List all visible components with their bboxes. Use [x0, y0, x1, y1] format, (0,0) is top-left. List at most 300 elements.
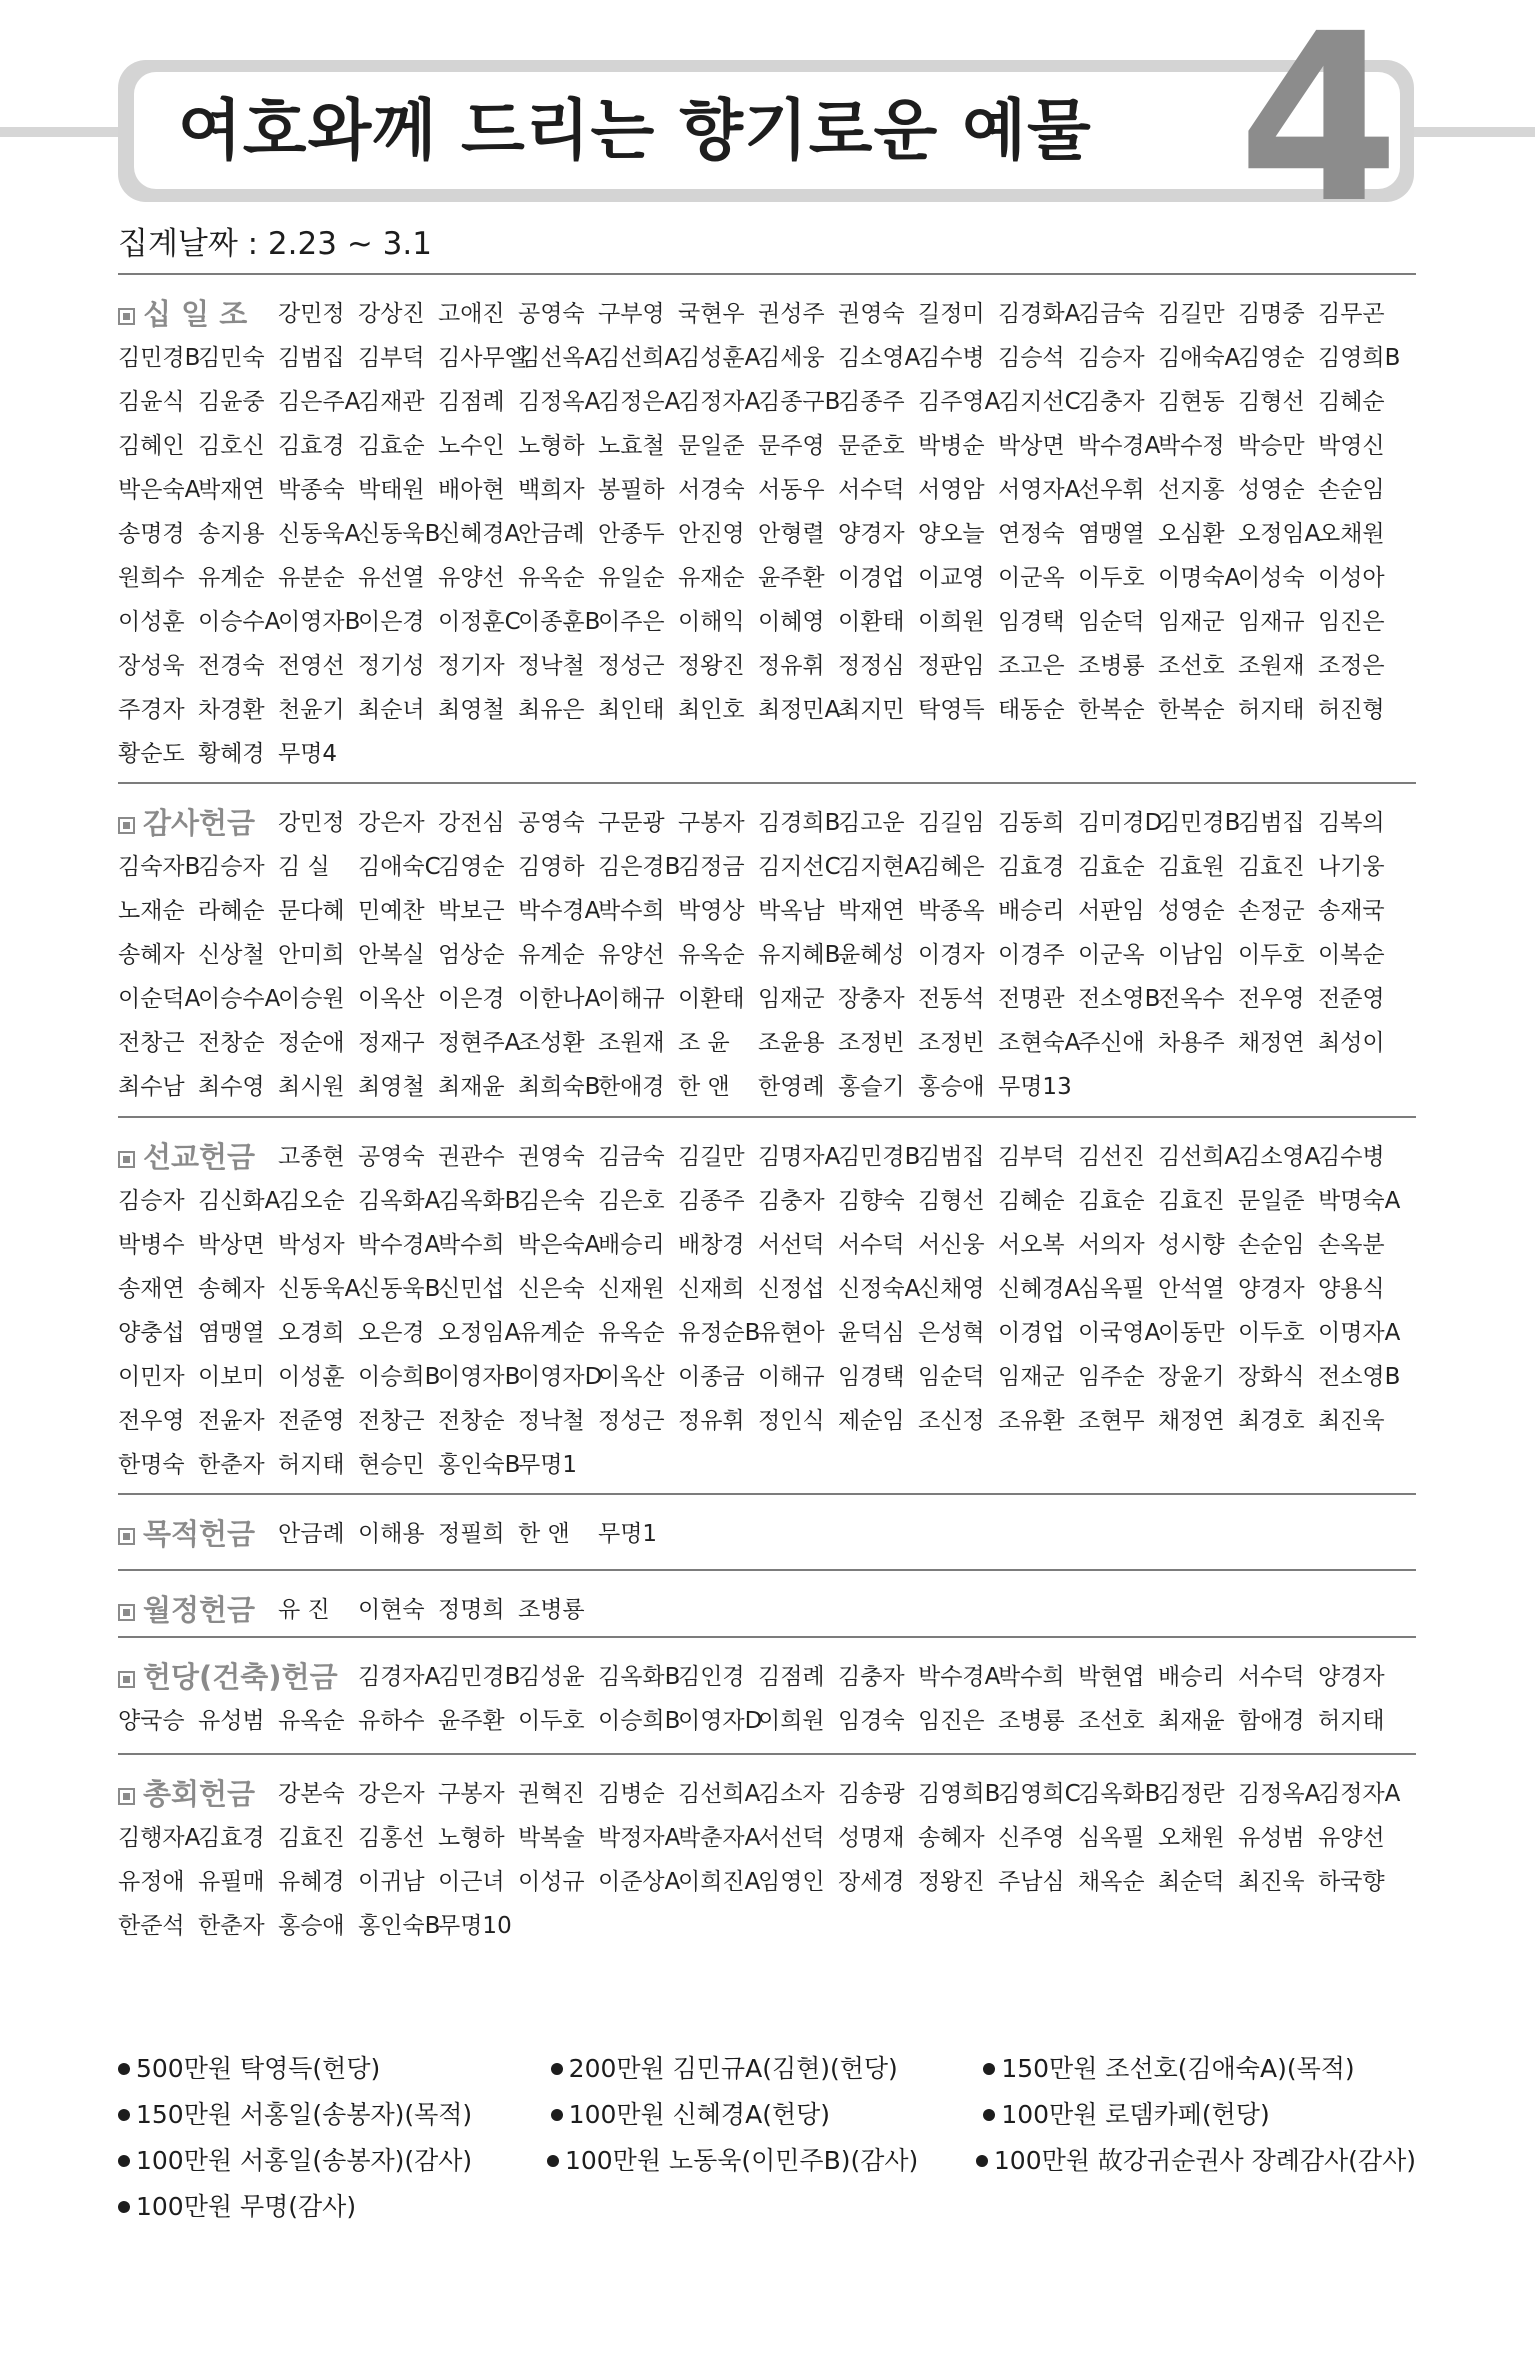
donor-name: 현승민: [358, 1452, 425, 1478]
donor-name: 김승석: [998, 345, 1065, 371]
donor-name: 김종주: [678, 1188, 745, 1214]
donor-name: 구부영: [598, 301, 665, 327]
donor-name: 최성이: [1318, 1030, 1385, 1056]
donor-name: 신정섭: [758, 1276, 825, 1302]
donor-name: 박승만: [1238, 433, 1305, 459]
donor-name: 이경자: [918, 942, 985, 968]
donor-name: 조신정: [918, 1408, 985, 1434]
donor-name: 박수경A: [1078, 433, 1161, 459]
donor-name: 최유은: [518, 697, 585, 723]
donor-name: 태동순: [998, 697, 1065, 723]
donor-name: 김소자: [758, 1781, 825, 1807]
donor-name: 강민정: [278, 301, 345, 327]
donor-name: 양경자: [1238, 1276, 1305, 1302]
donor-name: 김미경D: [1078, 810, 1163, 836]
donation-item: [118, 2046, 551, 2092]
donor-name: 문주영: [758, 433, 825, 459]
page-number: 4: [1238, 0, 1392, 254]
donor-name: 임진은: [918, 1708, 985, 1734]
section-label: [118, 1772, 278, 1816]
bullet-dot-icon: [118, 2155, 130, 2167]
donor-name: 최수영: [198, 1074, 265, 1100]
donor-name: 이해익: [678, 609, 745, 635]
donor-name: 이경업: [838, 565, 905, 591]
donor-name: 채옥순: [1078, 1869, 1145, 1895]
donor-name: 장화식: [1238, 1364, 1305, 1390]
donor-name: 박은숙A: [118, 477, 201, 503]
donor-name: 박수희: [438, 1232, 505, 1258]
section-label: [118, 1512, 278, 1556]
section-label-text: 월정헌금: [143, 1593, 256, 1627]
donor-name: 김길만: [1158, 301, 1225, 327]
donor-name: 조정빈: [838, 1030, 905, 1056]
donor-name: 최순녀: [358, 697, 425, 723]
donor-name: 박정자A: [598, 1825, 681, 1851]
section-label-text: 목적헌금: [143, 1517, 256, 1551]
donor-name: 전창근: [358, 1408, 425, 1434]
donor-name: 정명희: [438, 1597, 505, 1623]
donor-name: 황혜경: [198, 741, 265, 767]
donor-name: 최재윤: [438, 1074, 505, 1100]
donor-name: 이복순: [1318, 942, 1385, 968]
donor-name: 이두호: [1238, 942, 1305, 968]
donor-name: 정왕진: [918, 1869, 985, 1895]
donor-name: 탁영득: [918, 697, 985, 723]
donor-name: 송재연: [118, 1276, 185, 1302]
bullet-dot-icon: [547, 2155, 559, 2167]
donor-name: 최재윤: [1158, 1708, 1225, 1734]
donor-name: 이종금: [678, 1364, 745, 1390]
donor-name: 김민경B: [838, 1144, 921, 1170]
donor-name: 최인호: [678, 697, 745, 723]
donor-name: 이승원: [278, 986, 345, 1012]
donor-name: 김승자: [1078, 345, 1145, 371]
donor-name: 송명경: [118, 521, 185, 547]
donor-name: 김명중: [1238, 301, 1305, 327]
donor-name: 신동욱A: [278, 1276, 361, 1302]
donor-name: 안미희: [278, 942, 345, 968]
donor-name: 이군옥: [998, 565, 1065, 591]
donor-name: 강전심: [438, 810, 505, 836]
donor-name: 임주순: [1078, 1364, 1145, 1390]
donor-name: 김효진: [1158, 1188, 1225, 1214]
donor-name: 신재원: [598, 1276, 665, 1302]
donor-name: 김선희A: [1158, 1144, 1241, 1170]
donor-name: 배승리: [998, 898, 1065, 924]
donor-name: 박보근: [438, 898, 505, 924]
donor-name: 박옥남: [758, 898, 825, 924]
bullet-dot-icon: [118, 2063, 130, 2075]
donor-name: 강민정: [278, 810, 345, 836]
donor-name: 김범집: [1238, 810, 1305, 836]
donor-name: 김충자: [758, 1188, 825, 1214]
donor-name: 전창순: [438, 1408, 505, 1434]
donor-name: 전창순: [198, 1030, 265, 1056]
donor-name: 이경주: [998, 942, 1065, 968]
donor-name: 조병룡: [518, 1597, 585, 1623]
header-rule-left: [0, 127, 118, 137]
donor-name: 김효진: [1238, 854, 1305, 880]
donor-name: 박상면: [998, 433, 1065, 459]
donor-name: 김형선: [1238, 389, 1305, 415]
aggregation-period: 집계날짜 : 2.23 ~ 3.1: [118, 226, 432, 262]
donor-name: 국현우: [678, 301, 745, 327]
donor-name: 신은숙: [518, 1276, 585, 1302]
donor-name: 홍인숙B: [358, 1913, 441, 1939]
section-label-text: 총회헌금: [143, 1777, 256, 1811]
donor-name: 김인경: [678, 1664, 745, 1690]
section-label-text: 선교헌금: [143, 1140, 256, 1174]
donation-text: 100만원 로뎀카페(헌당): [1001, 2100, 1270, 2129]
donor-name: 오경희: [278, 1320, 345, 1346]
donor-name: 이근녀: [438, 1869, 505, 1895]
donor-name: 박현엽: [1078, 1664, 1145, 1690]
donor-name: 김현동: [1158, 389, 1225, 415]
donor-name: 이승희B: [358, 1364, 441, 1390]
names-grid: [118, 1118, 1416, 1487]
donor-name: 임재군: [758, 986, 825, 1012]
donor-name: 배승리: [598, 1232, 665, 1258]
donor-name: 전준영: [1318, 986, 1385, 1012]
donor-name: 안형렬: [758, 521, 825, 547]
donor-name: 이희원: [918, 609, 985, 635]
donation-text: 100만원 故강귀순권사 장례감사(감사): [993, 2146, 1416, 2175]
donor-name: 무명10: [438, 1913, 512, 1939]
donor-name: 채정연: [1158, 1408, 1225, 1434]
donor-name: 배아현: [438, 477, 505, 503]
donor-name: 장성욱: [118, 653, 185, 679]
donor-name: 손정군: [1238, 898, 1305, 924]
donor-name: 김선옥A: [518, 345, 601, 371]
donor-name: 박영상: [678, 898, 745, 924]
donor-name: 김정옥A: [518, 389, 601, 415]
donor-name: 최지민: [838, 697, 905, 723]
donor-name: 김영순: [438, 854, 505, 880]
donor-name: 오정임A: [1238, 521, 1321, 547]
bullet-dot-icon: [976, 2155, 988, 2167]
bullet-dot-icon: [983, 2063, 995, 2075]
donor-name: 김은호: [598, 1188, 665, 1214]
donor-name: 노수인: [438, 433, 505, 459]
donor-name: 이성훈: [278, 1364, 345, 1390]
donor-name: 권성주: [758, 301, 825, 327]
donor-name: 은성혁: [918, 1320, 985, 1346]
donor-name: 홍인숙B: [438, 1452, 521, 1478]
donor-name: 권관수: [438, 1144, 505, 1170]
donor-name: 전옥수: [1158, 986, 1225, 1012]
donor-name: 선지홍: [1158, 477, 1225, 503]
donor-name: 정낙철: [518, 653, 585, 679]
donor-name: 한춘자: [198, 1452, 265, 1478]
square-bullet-icon: [118, 1671, 135, 1688]
donor-name: 공영숙: [518, 301, 585, 327]
donor-name: 유성범: [1238, 1825, 1305, 1851]
donor-name: 조현숙A: [998, 1030, 1081, 1056]
donor-name: 권혁진: [518, 1781, 585, 1807]
donor-name: 유성범: [198, 1708, 265, 1734]
donor-name: 최순덕: [1158, 1869, 1225, 1895]
donor-name: 홍승애: [918, 1074, 985, 1100]
donor-name: 이해규: [598, 986, 665, 1012]
donor-name: 하국향: [1318, 1869, 1385, 1895]
donor-name: 권영숙: [518, 1144, 585, 1170]
donor-name: 이현숙: [358, 1597, 425, 1623]
donor-name: 김효원: [1158, 854, 1225, 880]
donor-name: 서수덕: [1238, 1664, 1305, 1690]
donor-name: 이옥산: [598, 1364, 665, 1390]
donor-name: 서경숙: [678, 477, 745, 503]
donor-name: 이해용: [358, 1521, 425, 1547]
donor-name: 이성숙: [1238, 565, 1305, 591]
donor-name: 고애진: [438, 301, 505, 327]
donor-name: 전명관: [998, 986, 1065, 1012]
donor-name: 김복의: [1318, 810, 1385, 836]
donor-name: 연정숙: [998, 521, 1065, 547]
donor-name: 엄상순: [438, 942, 505, 968]
donor-name: 김범집: [918, 1144, 985, 1170]
donor-name: 이한나A: [518, 986, 601, 1012]
donor-name: 김윤식: [118, 389, 185, 415]
donation-item: [547, 2138, 976, 2184]
donor-name: 전소영B: [1318, 1364, 1401, 1390]
donor-name: 김종주: [838, 389, 905, 415]
donor-name: 박수경A: [918, 1664, 1001, 1690]
donor-name: 박병수: [118, 1232, 185, 1258]
donor-name: 정성근: [598, 1408, 665, 1434]
donor-name: 한애경: [598, 1074, 665, 1100]
donor-name: 성영순: [1158, 898, 1225, 924]
donor-name: 박상면: [198, 1232, 265, 1258]
section-label-text: 헌당(건축)헌금: [143, 1660, 338, 1694]
donor-name: 노형하: [438, 1825, 505, 1851]
donor-name: 양충섭: [118, 1320, 185, 1346]
donor-name: 최수남: [118, 1074, 185, 1100]
donor-name: 최정민A: [758, 697, 841, 723]
donor-name: 정왕진: [678, 653, 745, 679]
donor-name: 조선호: [1078, 1708, 1145, 1734]
donor-name: 김효순: [358, 433, 425, 459]
donor-name: 오채원: [1318, 521, 1385, 547]
donor-name: 홍슬기: [838, 1074, 905, 1100]
donor-name: 이혜영: [758, 609, 825, 635]
donor-name: 손순임: [1318, 477, 1385, 503]
donor-name: 정유휘: [678, 1408, 745, 1434]
donor-name: 김정옥A: [1238, 1781, 1321, 1807]
bullet-dot-icon: [983, 2109, 995, 2121]
donor-name: 조병룡: [998, 1708, 1065, 1734]
donor-name: 양용식: [1318, 1276, 1385, 1302]
donor-name: 신동욱B: [358, 1276, 441, 1302]
donor-name: 허지태: [278, 1452, 345, 1478]
donor-name: 주경자: [118, 697, 185, 723]
donor-name: 김옥화B: [1078, 1781, 1161, 1807]
donor-name: 신상철: [198, 942, 265, 968]
donor-name: 송재국: [1318, 898, 1385, 924]
donor-name: 유지혜B: [758, 942, 841, 968]
donation-item: [983, 2046, 1416, 2092]
donor-name: 안종두: [598, 521, 665, 547]
donor-name: 오심환: [1158, 521, 1225, 547]
donor-name: 선우휘: [1078, 477, 1145, 503]
donor-name: 한영례: [758, 1074, 825, 1100]
donor-name: 이승희B: [598, 1708, 681, 1734]
donor-name: 이명자A: [1318, 1320, 1401, 1346]
donor-name: 박수경A: [518, 898, 601, 924]
donor-name: 손순임: [1238, 1232, 1305, 1258]
donor-name: 김효진: [278, 1825, 345, 1851]
section-label-text: 감사헌금: [143, 806, 256, 840]
donor-name: 신주영: [998, 1825, 1065, 1851]
donation-item: [551, 2092, 984, 2138]
donor-name: 김영희C: [998, 1781, 1081, 1807]
square-bullet-icon: [118, 817, 135, 834]
donor-name: 유옥순: [278, 1708, 345, 1734]
donor-name: 길정미: [918, 301, 985, 327]
donor-name: 서영자A: [998, 477, 1081, 503]
square-bullet-icon: [118, 1528, 135, 1545]
section-label: [118, 1655, 358, 1699]
donor-name: 김정자A: [678, 389, 761, 415]
donor-name: 이영자B: [438, 1364, 521, 1390]
donor-name: 서동우: [758, 477, 825, 503]
donor-name: 전윤자: [198, 1408, 265, 1434]
donor-name: 김주영A: [918, 389, 1001, 415]
donor-name: 김길만: [678, 1144, 745, 1170]
donor-name: 성시향: [1158, 1232, 1225, 1258]
donor-name: 유선열: [358, 565, 425, 591]
donor-name: 유 진: [278, 1597, 330, 1623]
donor-name: 김부덕: [358, 345, 425, 371]
donor-name: 김민숙: [198, 345, 265, 371]
donor-name: 라혜순: [198, 898, 265, 924]
donor-name: 전준영: [278, 1408, 345, 1434]
donor-name: 김영희B: [918, 1781, 1001, 1807]
donor-name: 봉필하: [598, 477, 665, 503]
names-grid: [118, 275, 1416, 776]
section-mokjeok: [118, 1493, 1416, 1556]
page-title: 여호와께 드리는 향기로운 예물: [178, 92, 1092, 169]
section-label: [118, 292, 278, 336]
donor-name: 김민경B: [1158, 810, 1241, 836]
donor-name: 이종훈B: [518, 609, 601, 635]
donor-name: 천윤기: [278, 697, 345, 723]
donor-name: 채정연: [1238, 1030, 1305, 1056]
donor-name: 김은숙: [518, 1188, 585, 1214]
donor-name: 박은숙A: [518, 1232, 601, 1258]
donation-item: [983, 2092, 1416, 2138]
donor-name: 김지선C: [758, 854, 841, 880]
title-banner-inner: [134, 72, 1400, 189]
donor-name: 김혜인: [118, 433, 185, 459]
donor-name: 김혜순: [1318, 389, 1385, 415]
donor-name: 전우영: [118, 1408, 185, 1434]
donor-name: 송혜자: [118, 942, 185, 968]
donor-name: 김은경B: [598, 854, 681, 880]
donor-name: 최인태: [598, 697, 665, 723]
donor-name: 주신애: [1078, 1030, 1145, 1056]
donor-name: 정필희: [438, 1521, 505, 1547]
donor-name: 임순덕: [1078, 609, 1145, 635]
donation-text: 100만원 무명(감사): [136, 2192, 357, 2221]
donor-name: 구문광: [598, 810, 665, 836]
donor-name: 박복술: [518, 1825, 585, 1851]
donor-name: 이성훈: [118, 609, 185, 635]
donor-name: 김사무엘: [438, 345, 527, 371]
names-grid: [118, 1571, 1416, 1632]
donor-name: 김선진: [1078, 1144, 1145, 1170]
donor-name: 한춘자: [198, 1913, 265, 1939]
donor-name: 이남임: [1158, 942, 1225, 968]
donor-name: 김영하: [518, 854, 585, 880]
section-label: [118, 1588, 278, 1632]
donor-name: 구봉자: [438, 1781, 505, 1807]
square-bullet-icon: [118, 1604, 135, 1621]
donor-name: 문다혜: [278, 898, 345, 924]
donor-name: 정기성: [358, 653, 425, 679]
donor-name: 황순도: [118, 741, 185, 767]
donor-name: 김종구B: [758, 389, 841, 415]
donor-name: 이동만: [1158, 1320, 1225, 1346]
donor-name: 윤주환: [758, 565, 825, 591]
donor-name: 임재군: [1158, 609, 1225, 635]
donor-name: 임순덕: [918, 1364, 985, 1390]
donor-name: 김정란: [1158, 1781, 1225, 1807]
donor-name: 오정임A: [438, 1320, 521, 1346]
donor-name: 신혜경A: [438, 521, 521, 547]
major-donations: [118, 2046, 1416, 2230]
donor-name: 유양선: [598, 942, 665, 968]
donor-name: 나기웅: [1318, 854, 1385, 880]
donor-name: 송지용: [198, 521, 265, 547]
donor-name: 무명1: [598, 1521, 658, 1547]
donor-name: 전동석: [918, 986, 985, 1012]
bullet-dot-icon: [551, 2063, 563, 2075]
donor-name: 박수정: [1158, 433, 1225, 459]
donor-name: 김수병: [1318, 1144, 1385, 1170]
donor-name: 서영암: [918, 477, 985, 503]
donor-name: 김오순: [278, 1188, 345, 1214]
donor-name: 공영숙: [518, 810, 585, 836]
donation-row: [118, 2092, 1416, 2138]
donor-name: 김향숙: [838, 1188, 905, 1214]
donor-name: 공영숙: [358, 1144, 425, 1170]
donor-name: 조병룡: [1078, 653, 1145, 679]
section-label: [118, 1135, 278, 1179]
donor-name: 정성근: [598, 653, 665, 679]
donor-name: 박종옥: [918, 898, 985, 924]
donation-item: [118, 2138, 547, 2184]
donor-name: 안금례: [278, 1521, 345, 1547]
donor-name: 강은자: [358, 1781, 425, 1807]
donor-name: 김혜순: [998, 1188, 1065, 1214]
donor-name: 임영인: [758, 1869, 825, 1895]
donor-name: 김신화A: [198, 1188, 281, 1214]
donor-name: 유옥순: [598, 1320, 665, 1346]
donor-name: 이주은: [598, 609, 665, 635]
donor-name: 신혜경A: [998, 1276, 1081, 1302]
donor-name: 조원재: [598, 1030, 665, 1056]
donor-name: 조선호: [1158, 653, 1225, 679]
donor-name: 조원재: [1238, 653, 1305, 679]
donor-name: 김소영A: [1238, 1144, 1321, 1170]
donation-row: [118, 2184, 1416, 2230]
donor-name: 원희수: [118, 565, 185, 591]
donor-name: 유혜경: [278, 1869, 345, 1895]
donor-name: 유양선: [438, 565, 505, 591]
donor-name: 안금례: [518, 521, 585, 547]
donor-name: 손옥분: [1318, 1232, 1385, 1258]
donor-name: 제순임: [838, 1408, 905, 1434]
